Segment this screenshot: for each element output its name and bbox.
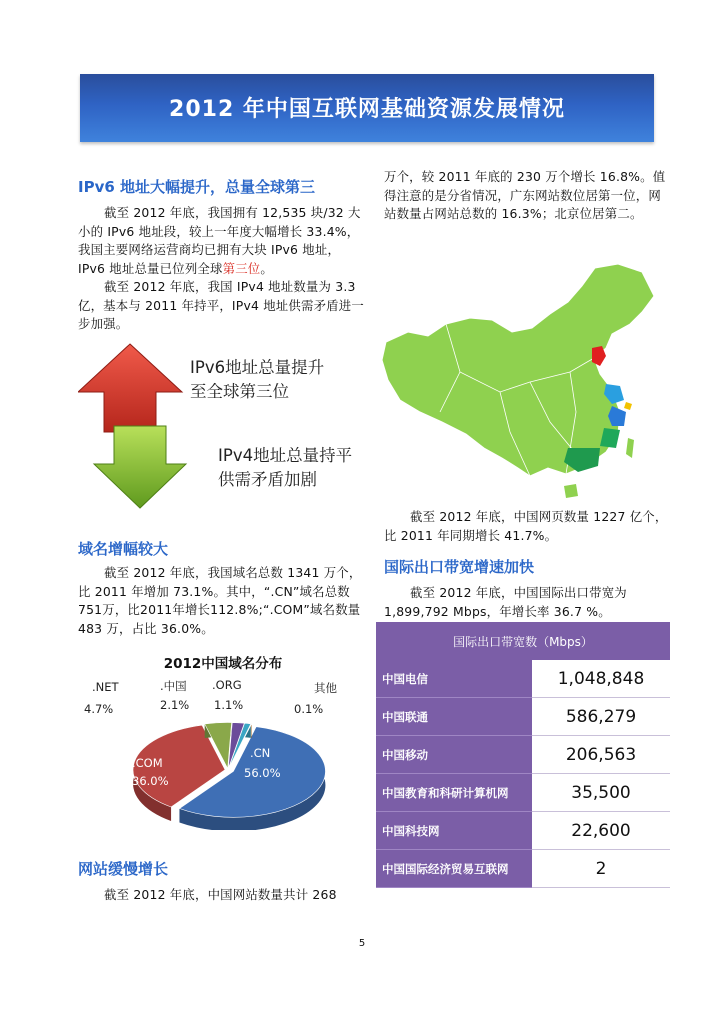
page-number: 5 xyxy=(358,938,366,949)
pie-value-net: 4.7% xyxy=(84,702,114,716)
pie-category-net: .NET xyxy=(92,680,119,694)
ipv6-paragraph-1: 截至 2012 年底，我国拥有 12,535 块/32 大小的 IPv6 地址段，较上一年度大幅增长 33.4%，我国主要网络运营商均已拥有大块 IPv6 地址，IPv6 地址总量已位列全球第三位。 xyxy=(78,205,361,276)
pie-category-zhongguo: .中国 xyxy=(160,679,187,693)
website-paragraph-1-cont: 万个，较 2011 年底的 230 万个增长 16.8%。值得注意的是分省情况，广东网站数位居第一位，网站数量占网站总数的 16.3%；北京位居第二。 xyxy=(384,169,666,221)
table-row xyxy=(376,698,670,736)
page-title: 2012 年中国互联网基础资源发展情况 xyxy=(169,97,565,122)
bandwidth-paragraph: 截至 2012 年底，中国国际出口带宽为 1,899,792 Mbps，年增长率 36.7 %。 xyxy=(384,585,627,619)
ipv6-heading: IPv6 地址大幅提升，总量全球第三 xyxy=(78,178,316,196)
hainan-island xyxy=(564,484,578,498)
arrow-up-label: IPv6地址总量提升 至全球第三位 xyxy=(190,358,325,401)
arrow-down-label: IPv4地址总量持平 供需矛盾加剧 xyxy=(218,446,353,489)
row-value: 2 xyxy=(532,850,670,888)
row-value: 35,500 xyxy=(532,774,670,812)
row-value: 22,600 xyxy=(532,812,670,850)
pie-value-org: 1.1% xyxy=(214,698,244,712)
pie-title: 2012中国域名分布 xyxy=(163,656,283,672)
pie-value-com: 36.0% xyxy=(132,774,169,788)
row-name: 中国移动 xyxy=(376,736,532,774)
pie-value-other: 0.1% xyxy=(294,702,324,716)
pie-slice-side-5 xyxy=(251,724,252,738)
china-map xyxy=(380,262,670,506)
ipv4-paragraph: 截至 2012 年底，我国 IPv4 地址数量为 3.3 亿，基本与 2011 年持平，IPv4 地址供需矛盾进一步加强。 xyxy=(78,279,364,331)
shanghai-region xyxy=(624,402,632,410)
table-row xyxy=(376,660,670,698)
pie-value-zhongguo: 2.1% xyxy=(160,698,190,712)
pie-category-com: .COM xyxy=(132,756,163,770)
bandwidth-table xyxy=(376,622,670,888)
website-paragraph-1: 截至 2012 年底，中国网站数量共计 268 xyxy=(104,887,337,902)
table-row xyxy=(376,850,670,888)
table-header: 国际出口带宽数（Mbps） xyxy=(376,622,670,660)
row-name: 中国科技网 xyxy=(376,812,532,850)
table-row xyxy=(376,774,670,812)
domain-paragraph: 截至 2012 年底，我国域名总数 1341 万个，比 2011 年增加 73.1%。其中，“.CN”域名总数751万，比2011年增长112.8%;“.COM”域名数量 483 万，占比 36.0%。 xyxy=(78,565,362,636)
table-row xyxy=(376,812,670,850)
pie-value-cn: 56.0% xyxy=(244,766,281,780)
domain-heading: 域名增幅较大 xyxy=(78,540,169,558)
row-name: 中国电信 xyxy=(376,660,532,698)
row-value: 206,563 xyxy=(532,736,670,774)
pie-category-other: 其他 xyxy=(314,681,337,695)
title-banner xyxy=(80,74,654,142)
row-name: 中国教育和科研计算机网 xyxy=(376,774,532,812)
domain-pie-chart xyxy=(78,650,368,830)
taiwan-island xyxy=(626,438,634,458)
row-value: 586,279 xyxy=(532,698,670,736)
row-name: 中国国际经济贸易互联网 xyxy=(376,850,532,888)
arrows-graphic xyxy=(78,340,188,510)
bandwidth-heading: 国际出口带宽增速加快 xyxy=(384,558,535,576)
up-arrow-icon xyxy=(78,344,182,432)
highlight-third-place: 第三位 xyxy=(222,260,261,276)
table-row xyxy=(376,736,670,774)
pie-category-org: .ORG xyxy=(212,678,242,692)
pie-category-cn: .CN xyxy=(250,746,271,760)
row-value: 1,048,848 xyxy=(532,660,670,698)
row-name: 中国联通 xyxy=(376,698,532,736)
down-arrow-icon xyxy=(94,426,186,508)
website-heading: 网站缓慢增长 xyxy=(78,860,169,878)
pie-svg xyxy=(78,650,368,830)
webpage-paragraph: 截至 2012 年底，中国网页数量 1227 亿个，比 2011 年同期增长 41.7%。 xyxy=(384,509,668,543)
